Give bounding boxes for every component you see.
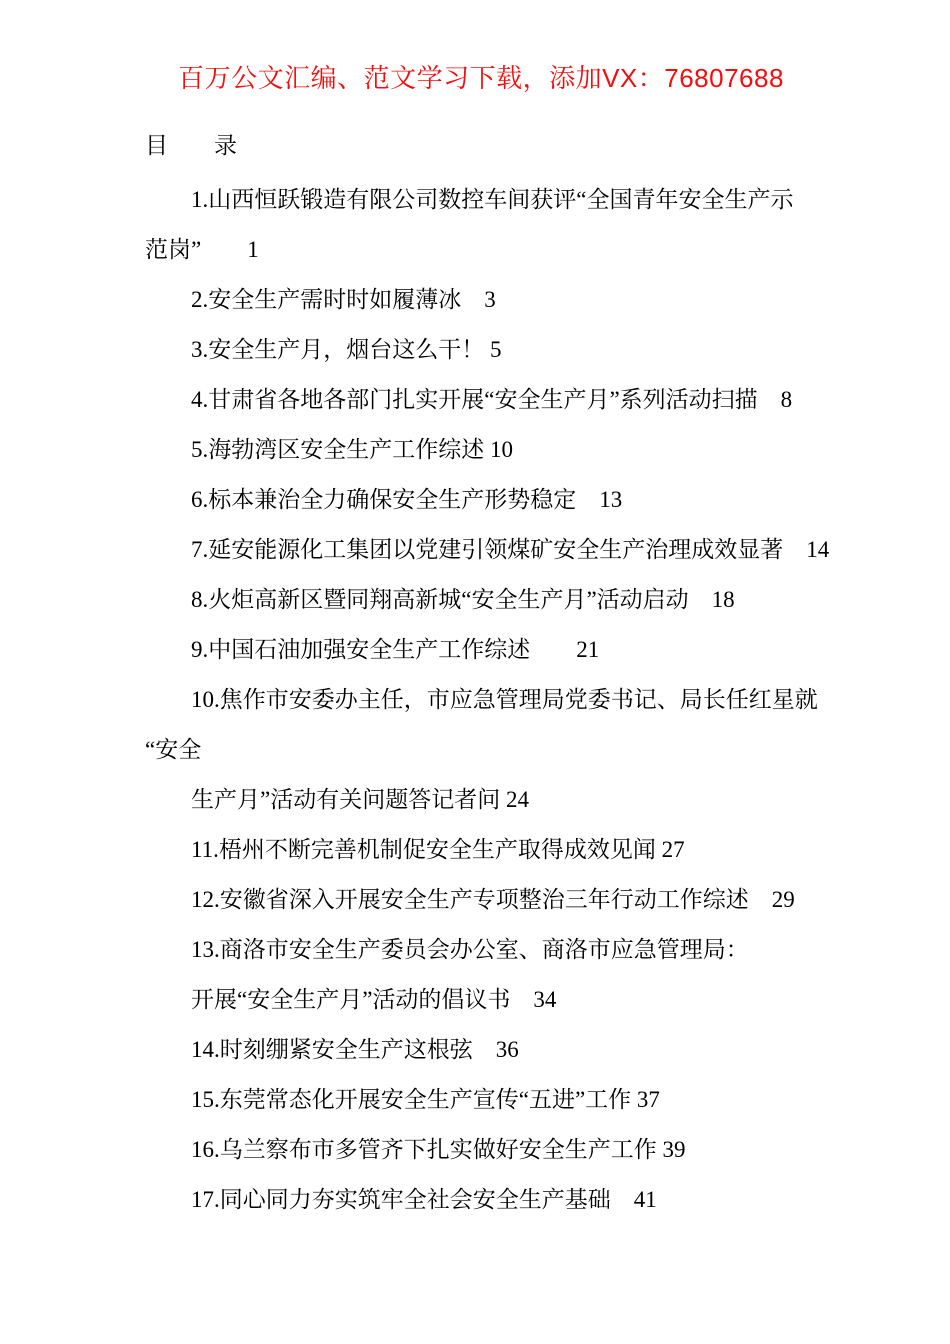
toc-line: 6.标本兼治全力确保安全生产形势稳定 13 <box>191 487 623 512</box>
toc-line: 5.海勃湾区安全生产工作综述 10 <box>191 437 513 462</box>
toc-list <box>145 175 830 1225</box>
toc-line: 14.时刻绷紧安全生产这根弦 36 <box>191 1037 519 1062</box>
toc-line: 12.安徽省深入开展安全生产专项整治三年行动工作综述 29 <box>191 887 795 912</box>
toc-line: “安全 <box>145 737 202 762</box>
toc-line: 7.延安能源化工集团以党建引领煤矿安全生产治理成效显著 14 <box>191 537 830 562</box>
toc-line: 10.焦作市安委办主任，市应急管理局党委书记、局长任红星就 <box>191 687 818 712</box>
toc-title: 目 录 <box>145 133 237 158</box>
toc-line: 17.同心同力夯实筑牢全社会安全生产基础 41 <box>191 1187 657 1212</box>
toc-line: 生产月”活动有关问题答记者问 24 <box>191 787 529 812</box>
toc-line: 3.安全生产月，烟台这么干！ 5 <box>191 337 502 362</box>
toc-line: 9.中国石油加强安全生产工作综述 21 <box>191 637 600 662</box>
toc-line: 开展“安全生产月”活动的倡议书 34 <box>191 987 557 1012</box>
toc-line: 2.安全生产需时时如履薄冰 3 <box>191 287 496 312</box>
toc-line: 16.乌兰察布市多管齐下扎实做好安全生产工作 39 <box>191 1137 686 1162</box>
toc-line: 8.火炬高新区暨同翔高新城“安全生产月”活动启动 18 <box>191 587 735 612</box>
toc-line: 范岗” 1 <box>145 237 259 262</box>
toc-line: 15.东莞常态化开展安全生产宣传“五进”工作 37 <box>191 1087 660 1112</box>
toc-line: 11.梧州不断完善机制促安全生产取得成效见闻 27 <box>191 837 685 862</box>
promo-banner: 百万公文汇编、范文学习下载，添加VX：76807688 <box>178 63 784 93</box>
toc-line: 4.甘肃省各地各部门扎实开展“安全生产月”系列活动扫描 8 <box>191 387 793 412</box>
toc-line: 1.山西恒跃锻造有限公司数控车间获评“全国青年安全生产示 <box>191 187 794 212</box>
toc-line: 13.商洛市安全生产委员会办公室、商洛市应急管理局： <box>191 937 749 962</box>
